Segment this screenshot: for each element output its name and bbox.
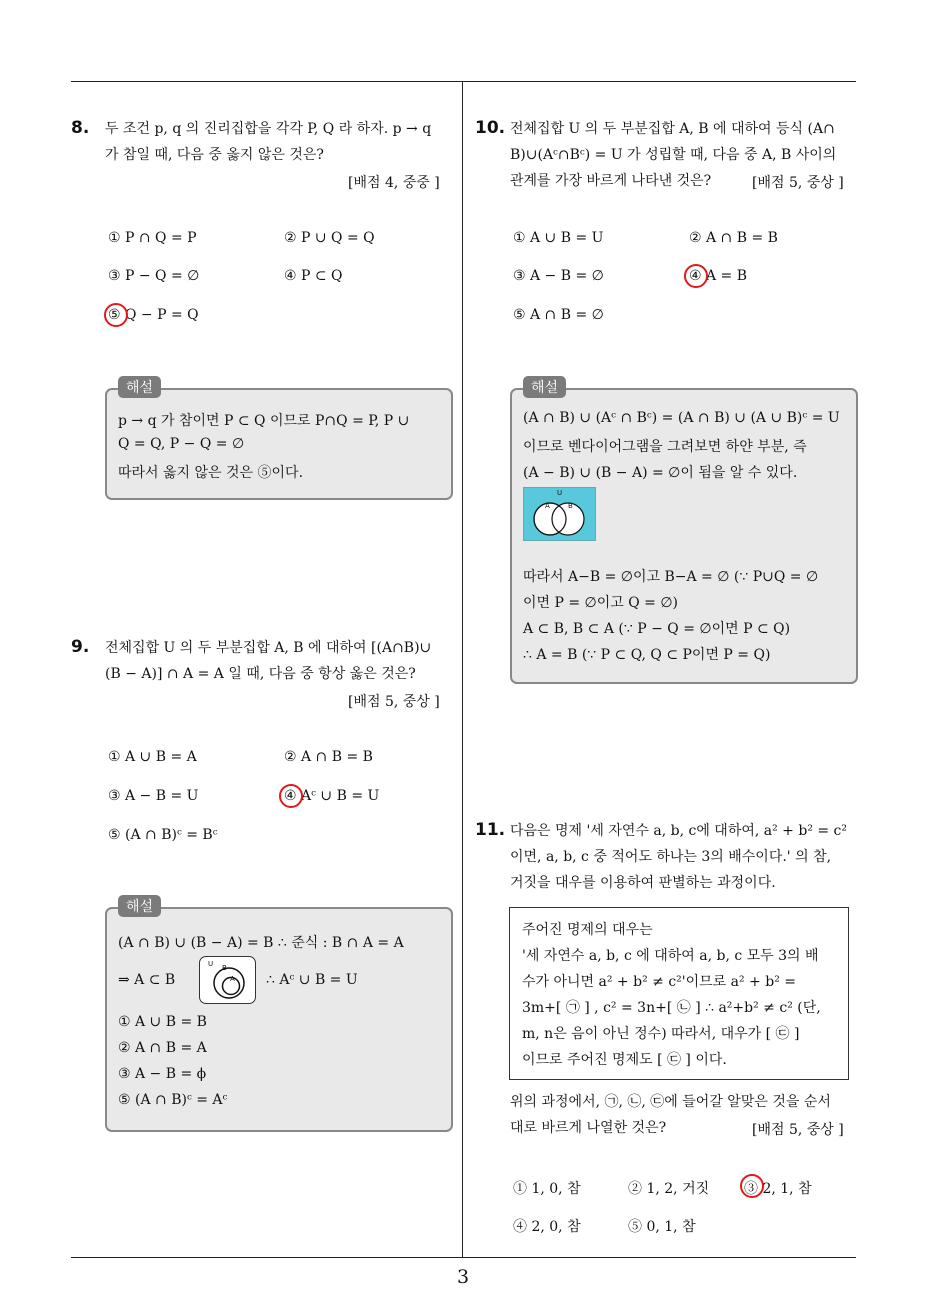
q9-venn-label-u: U: [208, 960, 214, 968]
question-8-number: 8.: [71, 118, 90, 138]
question-10-line-1: 전체집합 U 의 두 부분집합 A, B 에 대하여 등식 (A∩: [510, 121, 835, 137]
q10-solution-line-1: (A ∩ B) ∪ (Aᶜ ∩ Bᶜ) = (A ∩ B) ∪ (A ∪ B)ᶜ = U: [523, 410, 840, 426]
page-number: 3: [456, 1266, 470, 1288]
q8-option-2[interactable]: ② P ∪ Q = Q: [284, 230, 375, 246]
bottom-rule: [71, 1257, 856, 1258]
question-9-score: [배점 5, 중상 ]: [348, 694, 440, 710]
q10-solution-line-6: A ⊂ B, B ⊂ A (∵ P − Q = ∅이면 P ⊂ Q): [523, 621, 791, 637]
q10-option-5[interactable]: ⑤ A ∩ B = ∅: [513, 307, 604, 323]
q10-venn-label-a: A: [545, 502, 550, 510]
q9-venn-label-a: A: [230, 975, 235, 983]
column-divider: [462, 82, 463, 1257]
q10-option-1[interactable]: ① A ∪ B = U: [513, 230, 604, 246]
q8-option-5[interactable]: ⑤ Q − P = Q: [108, 307, 199, 323]
q9-option-1[interactable]: ① A ∪ B = A: [108, 749, 197, 765]
q10-solution-line-4: 따라서 A−B = ∅이고 B−A = ∅ (∵ P∪Q = ∅: [523, 569, 819, 585]
q11-option-2[interactable]: ② 1, 2, 거짓: [628, 1181, 710, 1197]
question-10-number: 10.: [475, 118, 506, 138]
q11-box-line-3: 수가 아니면 a² + b² ≠ c²'이므로 a² + b² =: [522, 974, 796, 990]
q9-venn-diagram: [199, 956, 256, 1004]
question-9-line-2: (B − A)] ∩ A = A 일 때, 다음 중 항상 옳은 것은?: [105, 666, 416, 682]
question-11-after-line-1: 위의 과정에서, ㉠, ㉡, ㉢에 들어갈 알맞은 것을 순서: [510, 1094, 831, 1110]
q9-solution-line-3: ∴ Aᶜ ∪ B = U: [266, 972, 358, 988]
top-rule: [71, 81, 856, 82]
question-11-line-2: 이면, a, b, c 중 적어도 하나는 3의 배수이다.' 의 참,: [510, 849, 832, 865]
q11-box-line-5: m, n은 음이 아닌 정수) 따라서, 대우가 [ ㉢ ]: [522, 1026, 800, 1042]
q9-option-4[interactable]: ④ Aᶜ ∪ B = U: [284, 788, 380, 804]
q11-option-3[interactable]: ③ 2, 1, 참: [744, 1181, 812, 1197]
q9-solution-line-5: ② A ∩ B = A: [118, 1040, 207, 1056]
q9-solution-line-2: ⇒ A ⊂ B: [118, 972, 176, 988]
q9-option-2[interactable]: ② A ∩ B = B: [284, 749, 373, 765]
q10-venn-label-b: B: [568, 502, 573, 510]
q10-solution-line-7: ∴ A = B (∵ P ⊂ Q, Q ⊂ P이면 P = Q): [523, 647, 771, 663]
q10-venn-diagram: [523, 487, 596, 541]
q8-solution-tab: 해설: [118, 376, 161, 398]
q10-solution-line-5: 이면 P = ∅이고 Q = ∅): [523, 595, 679, 611]
q10-solution-tab: 해설: [523, 376, 566, 398]
q9-option-5[interactable]: ⑤ (A ∩ B)ᶜ = Bᶜ: [108, 827, 218, 843]
question-11-line-3: 거짓을 대우를 이용하여 판별하는 과정이다.: [510, 875, 776, 891]
q8-solution-line-3: 따라서 옳지 않은 것은 ⑤이다.: [118, 465, 304, 481]
q10-answer-circle: [684, 264, 708, 288]
q11-option-1[interactable]: ① 1, 0, 참: [513, 1181, 581, 1197]
question-11-score: [배점 5, 중상 ]: [752, 1122, 844, 1138]
q10-venn-label-u: U: [557, 489, 563, 497]
q10-option-2[interactable]: ② A ∩ B = B: [689, 230, 778, 246]
q10-option-4[interactable]: ④ A = B: [689, 268, 748, 284]
question-8-score: [배점 4, 중중 ]: [348, 175, 440, 191]
q8-solution-line-2: Q = Q, P − Q = ∅: [118, 436, 245, 452]
q11-box-line-2: '세 자연수 a, b, c 에 대하여 a, b, c 모두 3의 배: [522, 948, 819, 964]
q8-solution-line-1: p → q 가 참이면 P ⊂ Q 이므로 P∩Q = P, P ∪: [118, 413, 410, 429]
q9-solution-line-1: (A ∩ B) ∪ (B − A) = B ∴ 준식 : B ∩ A = A: [118, 935, 404, 951]
question-9-number: 9.: [71, 637, 90, 657]
question-11-line-1: 다음은 명제 '세 자연수 a, b, c에 대하여, a² + b² = c²: [510, 823, 848, 839]
q8-option-3[interactable]: ③ P − Q = ∅: [108, 268, 200, 284]
q9-answer-circle: [279, 784, 303, 808]
question-11-after-line-2: 대로 바르게 나열한 것은?: [510, 1120, 667, 1136]
q9-venn-label-b: B: [222, 964, 227, 972]
q10-option-3[interactable]: ③ A − B = ∅: [513, 268, 604, 284]
q9-solution-line-7: ⑤ (A ∩ B)ᶜ = Aᶜ: [118, 1092, 228, 1108]
q11-box-line-6: 이므로 주어진 명제도 [ ㉢ ] 이다.: [522, 1052, 727, 1068]
q11-box-line-1: 주어진 명제의 대우는: [522, 922, 653, 938]
q11-answer-circle: [740, 1174, 764, 1198]
q10-solution-line-2: 이므로 벤다이어그램을 그려보면 하얀 부분, 즉: [523, 439, 807, 455]
q9-solution-tab: 해설: [118, 895, 161, 917]
q8-option-1[interactable]: ① P ∩ Q = P: [108, 230, 197, 246]
q11-option-4[interactable]: ④ 2, 0, 참: [513, 1219, 581, 1235]
q9-solution-line-6: ③ A − B = ϕ: [118, 1066, 207, 1082]
question-10-line-2: B)∪(Aᶜ∩Bᶜ) = U 가 성립할 때, 다음 중 A, B 사이의: [510, 147, 837, 163]
q8-option-4[interactable]: ④ P ⊂ Q: [284, 268, 343, 284]
q10-solution-line-3: (A − B) ∪ (B − A) = ∅이 됨을 알 수 있다.: [523, 465, 798, 481]
q11-box-line-4: 3m+[ ㉠ ] , c² = 3n+[ ㉡ ] ∴ a²+b² ≠ c² (단,: [522, 1000, 821, 1016]
q11-option-5[interactable]: ⑤ 0, 1, 참: [628, 1219, 696, 1235]
question-10-line-3: 관계를 가장 바르게 나타낸 것은?: [510, 173, 712, 189]
question-9-line-1: 전체집합 U 의 두 부분집합 A, B 에 대하여 [(A∩B)∪: [105, 640, 432, 656]
question-11-number: 11.: [475, 820, 506, 840]
q8-answer-circle: [104, 303, 128, 327]
question-8-line-2: 가 참일 때, 다음 중 옳지 않은 것은?: [105, 147, 324, 163]
question-10-score: [배점 5, 중상 ]: [752, 175, 844, 191]
q9-option-3[interactable]: ③ A − B = U: [108, 788, 199, 804]
question-8-line-1: 두 조건 p, q 의 진리집합을 각각 P, Q 라 하자. p → q: [105, 121, 432, 137]
q9-solution-line-4: ① A ∪ B = B: [118, 1014, 207, 1030]
